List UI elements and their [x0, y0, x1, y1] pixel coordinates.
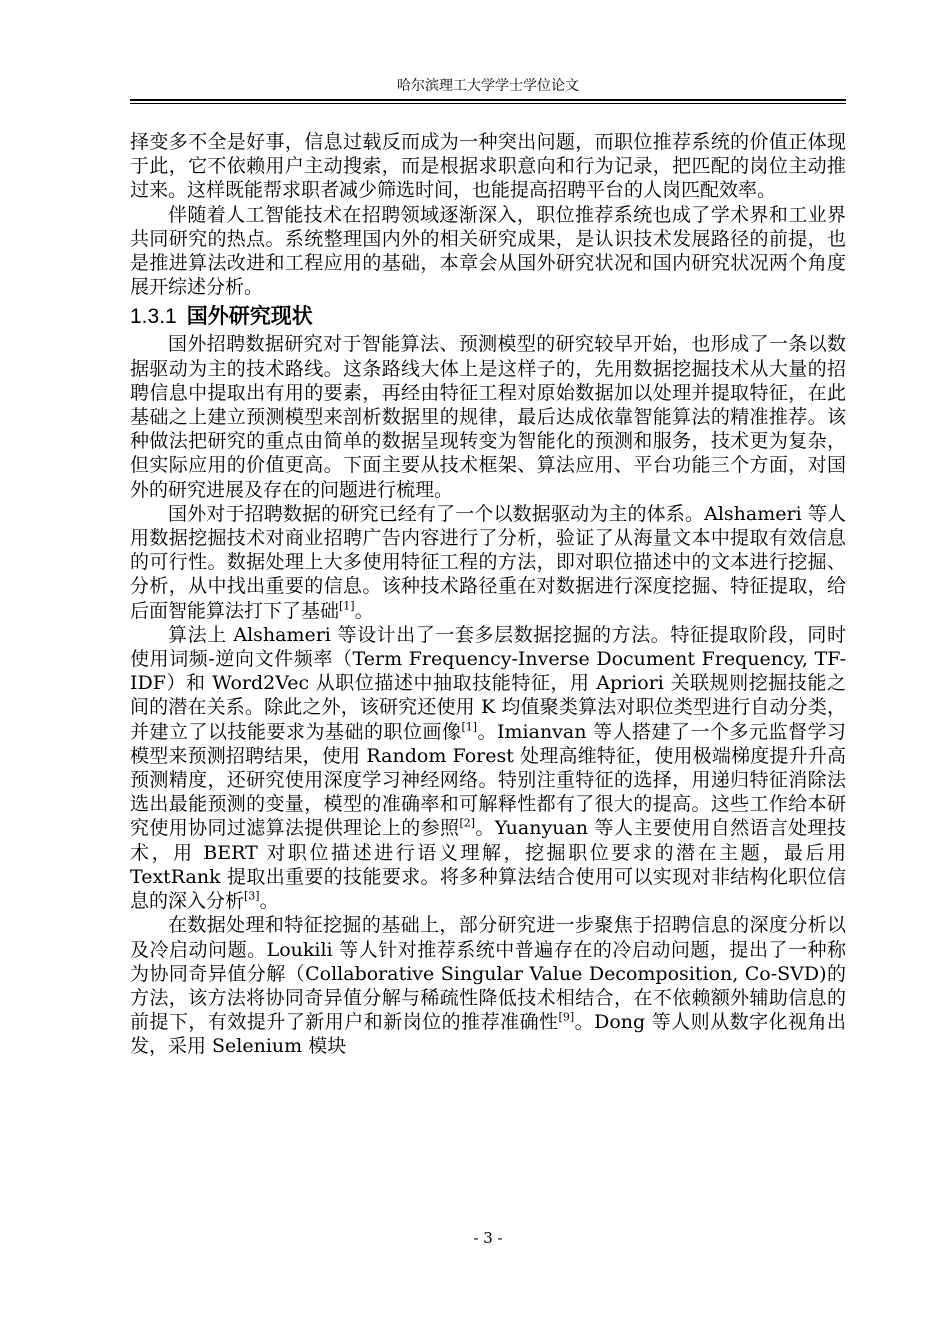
citation-1b: [1] [461, 720, 478, 734]
citation-9: [9] [558, 1010, 575, 1024]
paragraph-cold-start: 在数据处理和特征挖掘的基础上，部分研究进一步聚焦于招聘信息的深度分析以及冷启动问题。Loukili 等人针对推荐系统中普遍存在的冷启动问题，提出了一种称为协同奇异值分解（Collaborative Singular Value Decomposition, Co-SVD)的方法，该方法将协同奇异值分解与稀疏性降低技术相结合，在不依赖额外辅助信息的前提下，有效提升了新用户和新岗位的推荐准确性[9]。Dong 等人则从数字化视角出发，采用 Selenium 模块 [130, 914, 846, 1058]
page-body [130, 130, 846, 1059]
header-rule-thick [130, 99, 846, 101]
citation-3: [3] [244, 889, 260, 903]
page-number: - 3 - [473, 1229, 503, 1247]
paragraph-foreign-intro: 国外招聘数据研究对于智能算法、预测模型的研究较早开始，也形成了一条以数据驱动为主的技术路线。这条路线大体上是这样子的，先用数据挖掘技术从大量的招聘信息中提取出有用的要素，再经由特征工程对原始数据加以处理并提取特征，在此基础之上建立预测模型来剖析数据里的规律，最后达成依靠智能算法的精准推荐。该种做法把研究的重点由简单的数据呈现转变为智能化的预测和服务，技术更为复杂，但实际应用的价值更高。下面主要从技术框架、算法应用、平台功能三个方面，对国外的研究进展及存在的问题进行梳理。 [130, 333, 846, 501]
paragraph-overview: 伴随着人工智能技术在招聘领域逐渐深入，职位推荐系统也成了学术界和工业界共同研究的热点。系统整理国内外的相关研究成果，是认识技术发展路径的前提，也是推进算法改进和工程应用的基础，本章会从国外研究状况和国内研究状况两个角度展开综述分析。 [130, 203, 846, 299]
citation-2: [2] [459, 817, 476, 831]
citation-1: [1] [339, 599, 355, 613]
section-heading [130, 301, 846, 332]
section-number: 1.3.1 [130, 305, 177, 329]
paragraph-continued: 择变多不全是好事，信息过载反而成为一种突出问题，而职位推荐系统的价值正体现于此，它不依赖用户主动搜索，而是根据求职意向和行为记录，把匹配的岗位主动推过来。这样既能帮求职者减少筛选时间，也能提高招聘平台的人岗匹配效率。 [130, 131, 846, 202]
section-title: 国外研究现状 [186, 304, 313, 329]
header-rule-thin [130, 103, 846, 104]
paragraph-algorithms: 算法上 Alshameri 等设计出了一套多层数据挖掘的方法。特征提取阶段，同时使用词频-逆向文件频率（Term Frequency-Inverse Document Frequency, TF-IDF）和 Word2Vec 从职位描述中抽取技能特征，用 Apriori 关联规则挖掘技能之间的潜在关系。除此之外，该研究还使用 K 均值聚类算法对职位类型进行自动分类，并建立了以技能要求为基础的职位画像[1]。Imianvan 等人搭建了一个多元监督学习模型来预测招聘结果，使用 Random Forest 处理高维特征，使用极端梯度提升升高预测精度，还研究使用深度学习神经网络。特别注重特征的选择，用递归特征消除法选出最能预测的变量，模型的准确率和可解释性都有了很大的提高。这些工作给本研究使用协同过滤算法提供理论上的参照[2]。Yuanyuan 等人主要使用自然语言处理技术，用 BERT 对职位描述进行语义理解，挖掘职位要求的潜在主题，最后用 TextRank 提取出重要的技能要求。将多种算法结合使用可以实现对非结构化职位信息的深入分析[3]。 [130, 623, 846, 913]
running-header: 哈尔滨理工大学学士学位论文 [397, 78, 579, 94]
paragraph-data-driven: 国外对于招聘数据的研究已经有了一个以数据驱动为主的体系。Alshameri 等人用数据挖掘技术对商业招聘广告内容进行了分析，验证了从海量文本中提取有效信息的可行性。数据处理上大多使用特征工程的方法，即对职位描述中的文本进行挖掘、分析，从中找出重要的信息。该种技术路径重在对数据进行深度挖掘、特征提取，给后面智能算法打下了基础[1]。 [130, 502, 846, 622]
